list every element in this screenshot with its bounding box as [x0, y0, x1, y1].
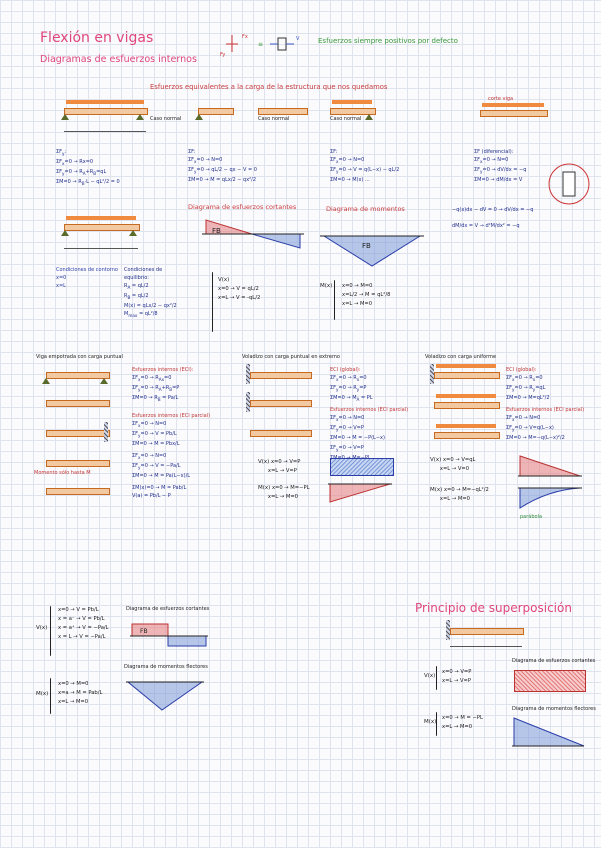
equilibrium-equations-2: ΣF: $\Sigma F_x=0 \to N=0$ $\Sigma F_y=0 \to qL/2$ − qx − V = 0 ΣM=0 → M = qLx/2 − qx²/2 [188, 149, 257, 183]
sign-convention-icon [218, 30, 308, 58]
beam-col1-c [46, 430, 110, 437]
col3-moment-piecewise: M(x) x=0 → M=−qL²/2 x=L → M=0 [430, 487, 489, 502]
sup-moment-diagram [512, 716, 586, 750]
page-subtitle: Diagramas de esfuerzos internos [40, 54, 197, 65]
conditions-title: Condiciones de contorno [56, 267, 118, 273]
sup-shear-heading: Diagrama de esfuerzos cortantes [512, 658, 596, 664]
col3-equations-a: ECI (global): $\Sigma F_x=0 \to R_x=0$ $\Sigma F_y=0 \to R_y=qL$ ΣM=0 → M=qL²/2 [506, 367, 550, 401]
col1-equations-a: Esfuerzos internos (ECI): $\Sigma F_x=0 \to R_{Ax}=0$ $\Sigma F_y=0 \to R_A+R_B=P$ $\Sigma M=0 \to R_B = Pa/L$ [132, 367, 194, 402]
moment-equations: Condiciones de equilibrio: $R_A = qL/2$ $R_B = qL/2$ M(x) = qLx/2 − qx²/2 $M_{max} = qL^2/8$ [124, 267, 177, 318]
beam-sketch [480, 110, 548, 117]
moment-eq-2: x=L/2 → M = qL²/8 [342, 292, 391, 298]
col2-shear-piecewise: V(x) x=0 → V=P x=L → V=P [258, 459, 301, 474]
beam-col3-a [434, 372, 500, 379]
svg-text:Fy: Fy [220, 52, 226, 58]
bl-moment-diagram [126, 678, 206, 714]
sign-convention-note: Esfuerzos siempre positivos por defecto [318, 37, 458, 45]
piecewise-brace [334, 280, 335, 320]
case-label-3: Caso normal [330, 116, 362, 122]
bl-shear-piecewise: x=0 → V = Pb/L x = a⁻ → V = Pb/L x = a⁺ → V = −Pa/L x = L → V = −Pa/L [58, 607, 109, 640]
sup-shear-label: V(x) [424, 673, 436, 679]
col3-note: parábola [520, 514, 543, 520]
distributed-load [66, 216, 136, 220]
distributed-load [482, 103, 544, 107]
pin-support-icon [61, 230, 69, 236]
col2-equations-c: $\Sigma F_y=0 \to V=P$ [330, 445, 364, 452]
piecewise-brace [436, 666, 437, 690]
roller-support-icon [365, 114, 373, 120]
svg-text:FB: FB [362, 242, 371, 250]
differential-element-icon [545, 160, 593, 208]
fixed-wall-icon [446, 620, 450, 640]
distributed-load [332, 100, 372, 104]
sup-shear-piecewise: x=0 → V=P x=L → V=P [442, 669, 472, 684]
equilibrium-equations-4: ΣF (diferencial): $\Sigma F_x=0 \to N=0$ $\Sigma F_y=0 \to dV/dx = -q$ ΣM=0 → dM/dx = V [474, 149, 527, 183]
col2-moment-piecewise: M(x) x=0 → M=−PL x=L → M=0 [258, 485, 310, 500]
corner-note: corte viga [488, 96, 514, 102]
column-title-3: Voladizo con carga uniforme [425, 354, 497, 360]
bl-shear-diagram [130, 620, 210, 650]
section1-heading: Esfuerzos equivalentes a la carga de la estructura que nos quedamos [150, 83, 388, 91]
boundary-conditions [56, 266, 118, 290]
fixed-wall-icon [246, 364, 250, 384]
bl-moment-label: M(x) [36, 691, 49, 697]
superposition-note: Momento sólo hasta M [34, 470, 91, 476]
piecewise-brace [50, 606, 51, 656]
col2-equations-b: Esfuerzos internos (ECI parcial) $\Sigma F_x=0 \to N=0$ $\Sigma F_y=0 \to V=P$ ΣM=0 → M = −P(L−x) [330, 407, 409, 441]
sup-moment-label: M(x) [424, 719, 437, 725]
col2-equations-a: ECI (global): $\Sigma F_x=0 \to R_x=0$ $\Sigma F_y=0 \to R_y=P$ $\Sigma M=0 \to M_A$ = PL [330, 367, 373, 402]
piecewise-shear: V(x) x=0 → V = qL/2 x=L → V = -qL/2 [218, 277, 261, 301]
moment-diagram [316, 226, 428, 270]
pin-support-icon [195, 114, 203, 120]
svg-text:Fx: Fx [242, 34, 248, 40]
col3-moment-diagram [518, 484, 584, 510]
col1-eq-label-2: Esfuerzos internos (ECI parcial) [132, 413, 211, 419]
bl-moment-heading: Diagrama de momentos flectores [124, 664, 208, 670]
col1-equations-d: ΣM(x)=0 → M = Pab/L V(a) = Pb/L − P [132, 485, 187, 499]
beam-col2-a [250, 372, 312, 379]
beam-col1-e [46, 488, 110, 495]
pin-support-icon [61, 114, 69, 120]
shear-diagram-heading: Diagrama de esfuerzos cortantes [188, 203, 297, 211]
piecewise-moment-values [342, 282, 390, 309]
col1-equations-b: Esfuerzos internos (ECI parcial) $\Sigma F_x=0 \to N=0$ $\Sigma F_y=0 \to V = Pb/L$ ΣM=0 → M = Pbx/L [132, 413, 211, 447]
case-label-2: Caso normal [258, 116, 290, 122]
svg-text:V: V [296, 36, 300, 42]
equilibrium-equations-3: ΣF: $\Sigma F_x=0 \to N=0$ $\Sigma F_y=0 \to V = q(L-x) - qL/2$ ΣM=0 → M(x) ... [330, 149, 400, 183]
moment-eq-1: x=0 → M=0 [342, 283, 373, 289]
beam-left-piece [198, 108, 234, 115]
page-title: Flexión en vigas [40, 30, 154, 46]
beam-col3-b [434, 402, 500, 409]
derivation-equations: −q(x)dx − dV = 0 → dV/dx = −q dM/dx = V → d²M/dx² = −q [452, 207, 534, 229]
case-label-1: Caso normal [150, 116, 182, 122]
col3-shear-diagram [518, 454, 584, 480]
fixed-wall-icon [104, 422, 108, 442]
col2-moment-diagram [328, 480, 394, 504]
condition-xL: x=L [56, 283, 66, 289]
beam-col1-d [46, 460, 110, 467]
piecewise-brace [212, 272, 213, 332]
distributed-load [436, 364, 496, 368]
sup-moment-heading: Diagrama de momentos flectores [512, 706, 596, 712]
moment-eq-3: x=L → M=0 [342, 301, 373, 307]
sup-moment-piecewise: x=0 → M = −PL x=L → M=0 [442, 715, 483, 730]
fixed-wall-icon [430, 364, 434, 384]
condition-x0: x=0 [56, 275, 67, 281]
fixed-wall-icon [246, 392, 250, 412]
roller-support-icon [100, 378, 108, 384]
shear-eq-2: x=L → V = -qL/2 [218, 295, 261, 301]
column-title-1: Viga empotrada con carga puntual [36, 354, 123, 360]
distributed-load [436, 424, 496, 428]
span-dimension [64, 248, 138, 249]
beam-col2-b [250, 400, 312, 407]
shear-eq-1: x=0 → V = qL/2 [218, 286, 259, 292]
moment-diagram-heading: Diagrama de momentos [326, 205, 405, 213]
sup-shear-diagram [514, 670, 586, 692]
superposition-title: Principio de superposición [415, 601, 572, 615]
beam-col2-c [250, 430, 312, 437]
beam-superposition [450, 628, 524, 635]
bl-shear-label: V(x) [36, 625, 48, 631]
beam-mid-piece [258, 108, 308, 115]
distributed-load [436, 394, 496, 398]
bl-shear-heading: Diagrama de esfuerzos cortantes [126, 606, 210, 612]
beam-col3-c [434, 432, 500, 439]
col1-eq-label: Esfuerzos internos (ECI): [132, 367, 194, 373]
beam-col1-b [46, 400, 110, 407]
col3-shear-piecewise: V(x) x=0 → V=qL x=L → V=0 [430, 457, 476, 472]
col3-equations-b: Esfuerzos internos (ECI parcial) $\Sigma F_x=0 \to N=0$ $\Sigma F_y=0 \to V=q(L-x)$ ΣM=0 → M=−q(L−x)²/2 [506, 407, 585, 441]
bl-moment-piecewise: x=0 → M=0 x=a → M = Pab/L x=L → M=0 [58, 681, 103, 705]
shear-diagram [196, 214, 308, 256]
roller-support-icon [129, 230, 137, 236]
piecewise-brace [50, 678, 51, 714]
svg-text:FB: FB [140, 628, 148, 635]
equilibrium-equations-1: $\Sigma F_y$: $\Sigma F_x=0 \to Rx=0$ $\Sigma F_y=0 \to R_A+R_B=qL$ $\Sigma M=0 \to R_B\cdot L - qL^2/2 = 0$ [56, 149, 120, 186]
pin-support-icon [42, 378, 50, 384]
span-dimension [64, 131, 146, 132]
piecewise-moment: M(x) [320, 283, 333, 289]
col1-equations-c: $\Sigma F_x=0 \to N=0$ $\Sigma F_y=0 \to V = -Pa/L$ ΣM=0 → M = Pa(L−x)/L [132, 453, 191, 479]
span-dimension [450, 646, 522, 647]
svg-text:FB: FB [212, 227, 221, 235]
col2-shear-diagram [330, 458, 394, 476]
svg-text:≡: ≡ [258, 41, 264, 48]
roller-support-icon [136, 114, 144, 120]
column-title-2: Voladizo con carga puntual en extremo [242, 354, 340, 360]
distributed-load [66, 100, 144, 104]
